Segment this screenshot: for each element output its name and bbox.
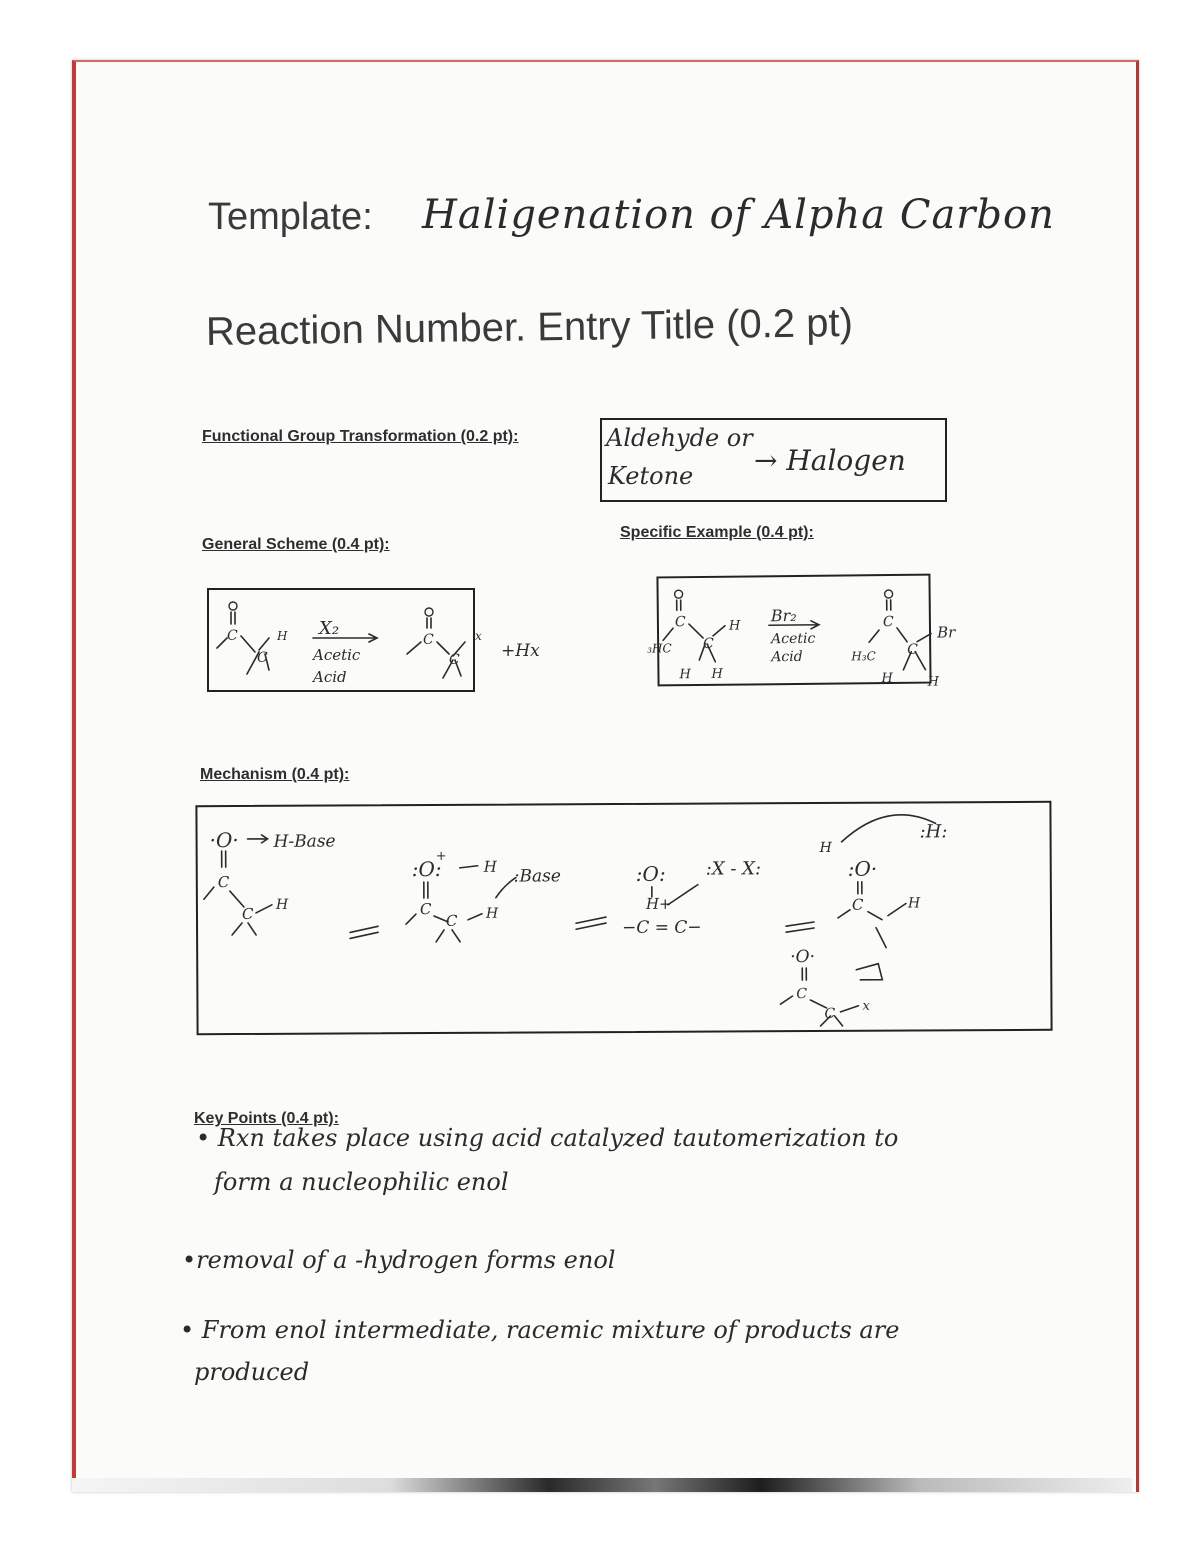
mech-base2: :Base bbox=[513, 866, 561, 887]
svg-text:·O·: ·O· bbox=[790, 947, 816, 968]
svg-text:C: C bbox=[445, 911, 458, 930]
mechanism-label: Mechanism (0.4 pt): bbox=[200, 766, 350, 783]
functional-group-label: Functional Group Transformation (0.2 pt): bbox=[202, 428, 519, 445]
se-cond1: Acetic bbox=[771, 630, 816, 648]
svg-text:H: H bbox=[907, 895, 921, 912]
svg-text:C: C bbox=[449, 652, 460, 668]
svg-text:x: x bbox=[475, 629, 482, 643]
svg-text:C: C bbox=[419, 900, 432, 919]
template-label: Template: bbox=[208, 196, 373, 238]
svg-text:C: C bbox=[882, 613, 894, 631]
specific-example-label: Specific Example (0.4 pt): bbox=[620, 524, 814, 541]
svg-text:H: H bbox=[485, 905, 499, 922]
svg-text:H: H bbox=[728, 618, 741, 634]
mechanism-box bbox=[195, 801, 1052, 1035]
specific-example-drawing bbox=[647, 576, 956, 690]
svg-text:H+: H+ bbox=[645, 894, 672, 913]
svg-text:H: H bbox=[819, 839, 832, 856]
svg-text::O:: :O: bbox=[411, 856, 442, 882]
functional-group-box bbox=[600, 418, 947, 502]
svg-text:C: C bbox=[227, 628, 238, 644]
key-point-1a: • Rxn takes place using acid catalyzed tautomerization to bbox=[196, 1124, 899, 1152]
se-sub: Br bbox=[936, 623, 956, 642]
fgt-from-2: Ketone bbox=[608, 462, 694, 490]
se-reagent: Br₂ bbox=[770, 605, 797, 626]
svg-text:H: H bbox=[881, 670, 893, 687]
mech-base1: H-Base bbox=[273, 831, 336, 852]
gs-byproduct: +Hx bbox=[501, 641, 540, 661]
se-cond2: Acid bbox=[771, 648, 803, 666]
svg-text:+: + bbox=[435, 848, 447, 864]
key-points-label: Key Points (0.4 pt): bbox=[194, 1110, 339, 1127]
svg-text:C: C bbox=[423, 632, 434, 648]
entry-title: Reaction Number. Entry Title (0.2 pt) bbox=[205, 300, 854, 354]
svg-text::O·: :O· bbox=[847, 856, 878, 881]
svg-text:C: C bbox=[824, 1005, 836, 1022]
key-point-3b: produced bbox=[194, 1358, 310, 1386]
svg-text:C: C bbox=[241, 904, 254, 924]
key-point-2: •removal of a -hydrogen forms enol bbox=[182, 1246, 616, 1274]
svg-text:C: C bbox=[217, 873, 230, 892]
gs-cond2: Acid bbox=[313, 668, 347, 686]
fgt-to: → Halogen bbox=[754, 444, 906, 477]
general-scheme-drawing bbox=[209, 590, 540, 690]
key-point-1b: form a nucleophilic enol bbox=[214, 1168, 509, 1196]
svg-text:H: H bbox=[711, 666, 723, 682]
svg-text:x: x bbox=[862, 998, 870, 1014]
page-bottom-shadow bbox=[72, 1478, 1132, 1492]
fgt-from: Aldehyde or bbox=[606, 424, 753, 452]
svg-text:C: C bbox=[703, 635, 714, 652]
svg-text:·O·: ·O· bbox=[209, 828, 239, 853]
svg-text:H: H bbox=[679, 667, 691, 683]
template-value: Haligenation of Alpha Carbon bbox=[422, 192, 1055, 238]
gs-reagent: X₂ bbox=[319, 618, 340, 639]
gs-cond1: Acetic bbox=[313, 646, 361, 664]
mechanism-drawing bbox=[197, 803, 1050, 1033]
mech-halogen: :X - X: bbox=[705, 858, 762, 880]
svg-text:H: H bbox=[927, 674, 939, 690]
key-point-3a: • From enol intermediate, racemic mixture of products are bbox=[180, 1316, 900, 1344]
svg-text:H: H bbox=[483, 857, 497, 876]
svg-text:C: C bbox=[851, 895, 864, 914]
svg-text:C: C bbox=[257, 650, 268, 666]
svg-text::O:: :O: bbox=[635, 861, 666, 886]
general-scheme-label: General Scheme (0.4 pt): bbox=[202, 536, 390, 553]
general-scheme-box bbox=[207, 588, 540, 692]
svg-text:₃HC: ₃HC bbox=[647, 641, 672, 656]
svg-text:C: C bbox=[907, 641, 919, 658]
svg-text:−C = C−: −C = C− bbox=[622, 917, 702, 939]
mech-halide: :H: bbox=[919, 821, 948, 843]
svg-text:C: C bbox=[674, 614, 686, 631]
svg-text:C: C bbox=[796, 986, 808, 1003]
specific-example-box bbox=[647, 574, 956, 690]
svg-text:H: H bbox=[277, 629, 288, 643]
svg-text:H: H bbox=[275, 896, 289, 913]
svg-text:H₃C: H₃C bbox=[851, 649, 876, 664]
